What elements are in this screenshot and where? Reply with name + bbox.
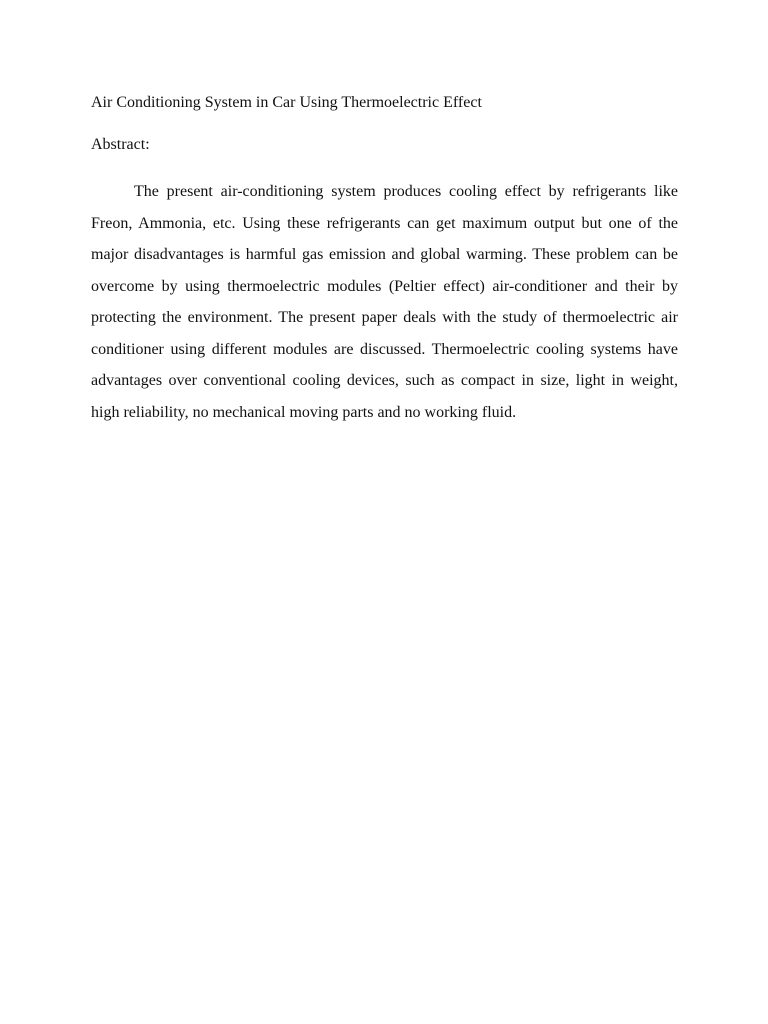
abstract-heading: Abstract: bbox=[91, 136, 150, 153]
abstract-paragraph: The present air-conditioning system produces cooling effect by refrigerants like Freon, Ammonia, etc. Using these refrigerants can get maximum output but one of the major disadvantages is harmful gas emission and global warming. These problem can be overcome by using thermoelectric modules (Peltier effect) air-conditioner and their by protecting the environment. The present paper deals with the study of thermoelectric air conditioner using different modules are discussed. Thermoelectric cooling systems have advantages over conventional cooling devices, such as compact in size, light in weight, high reliability, no mechanical moving parts and no working fluid. bbox=[91, 183, 678, 421]
document-title: Air Conditioning System in Car Using Thermoelectric Effect bbox=[91, 94, 482, 111]
